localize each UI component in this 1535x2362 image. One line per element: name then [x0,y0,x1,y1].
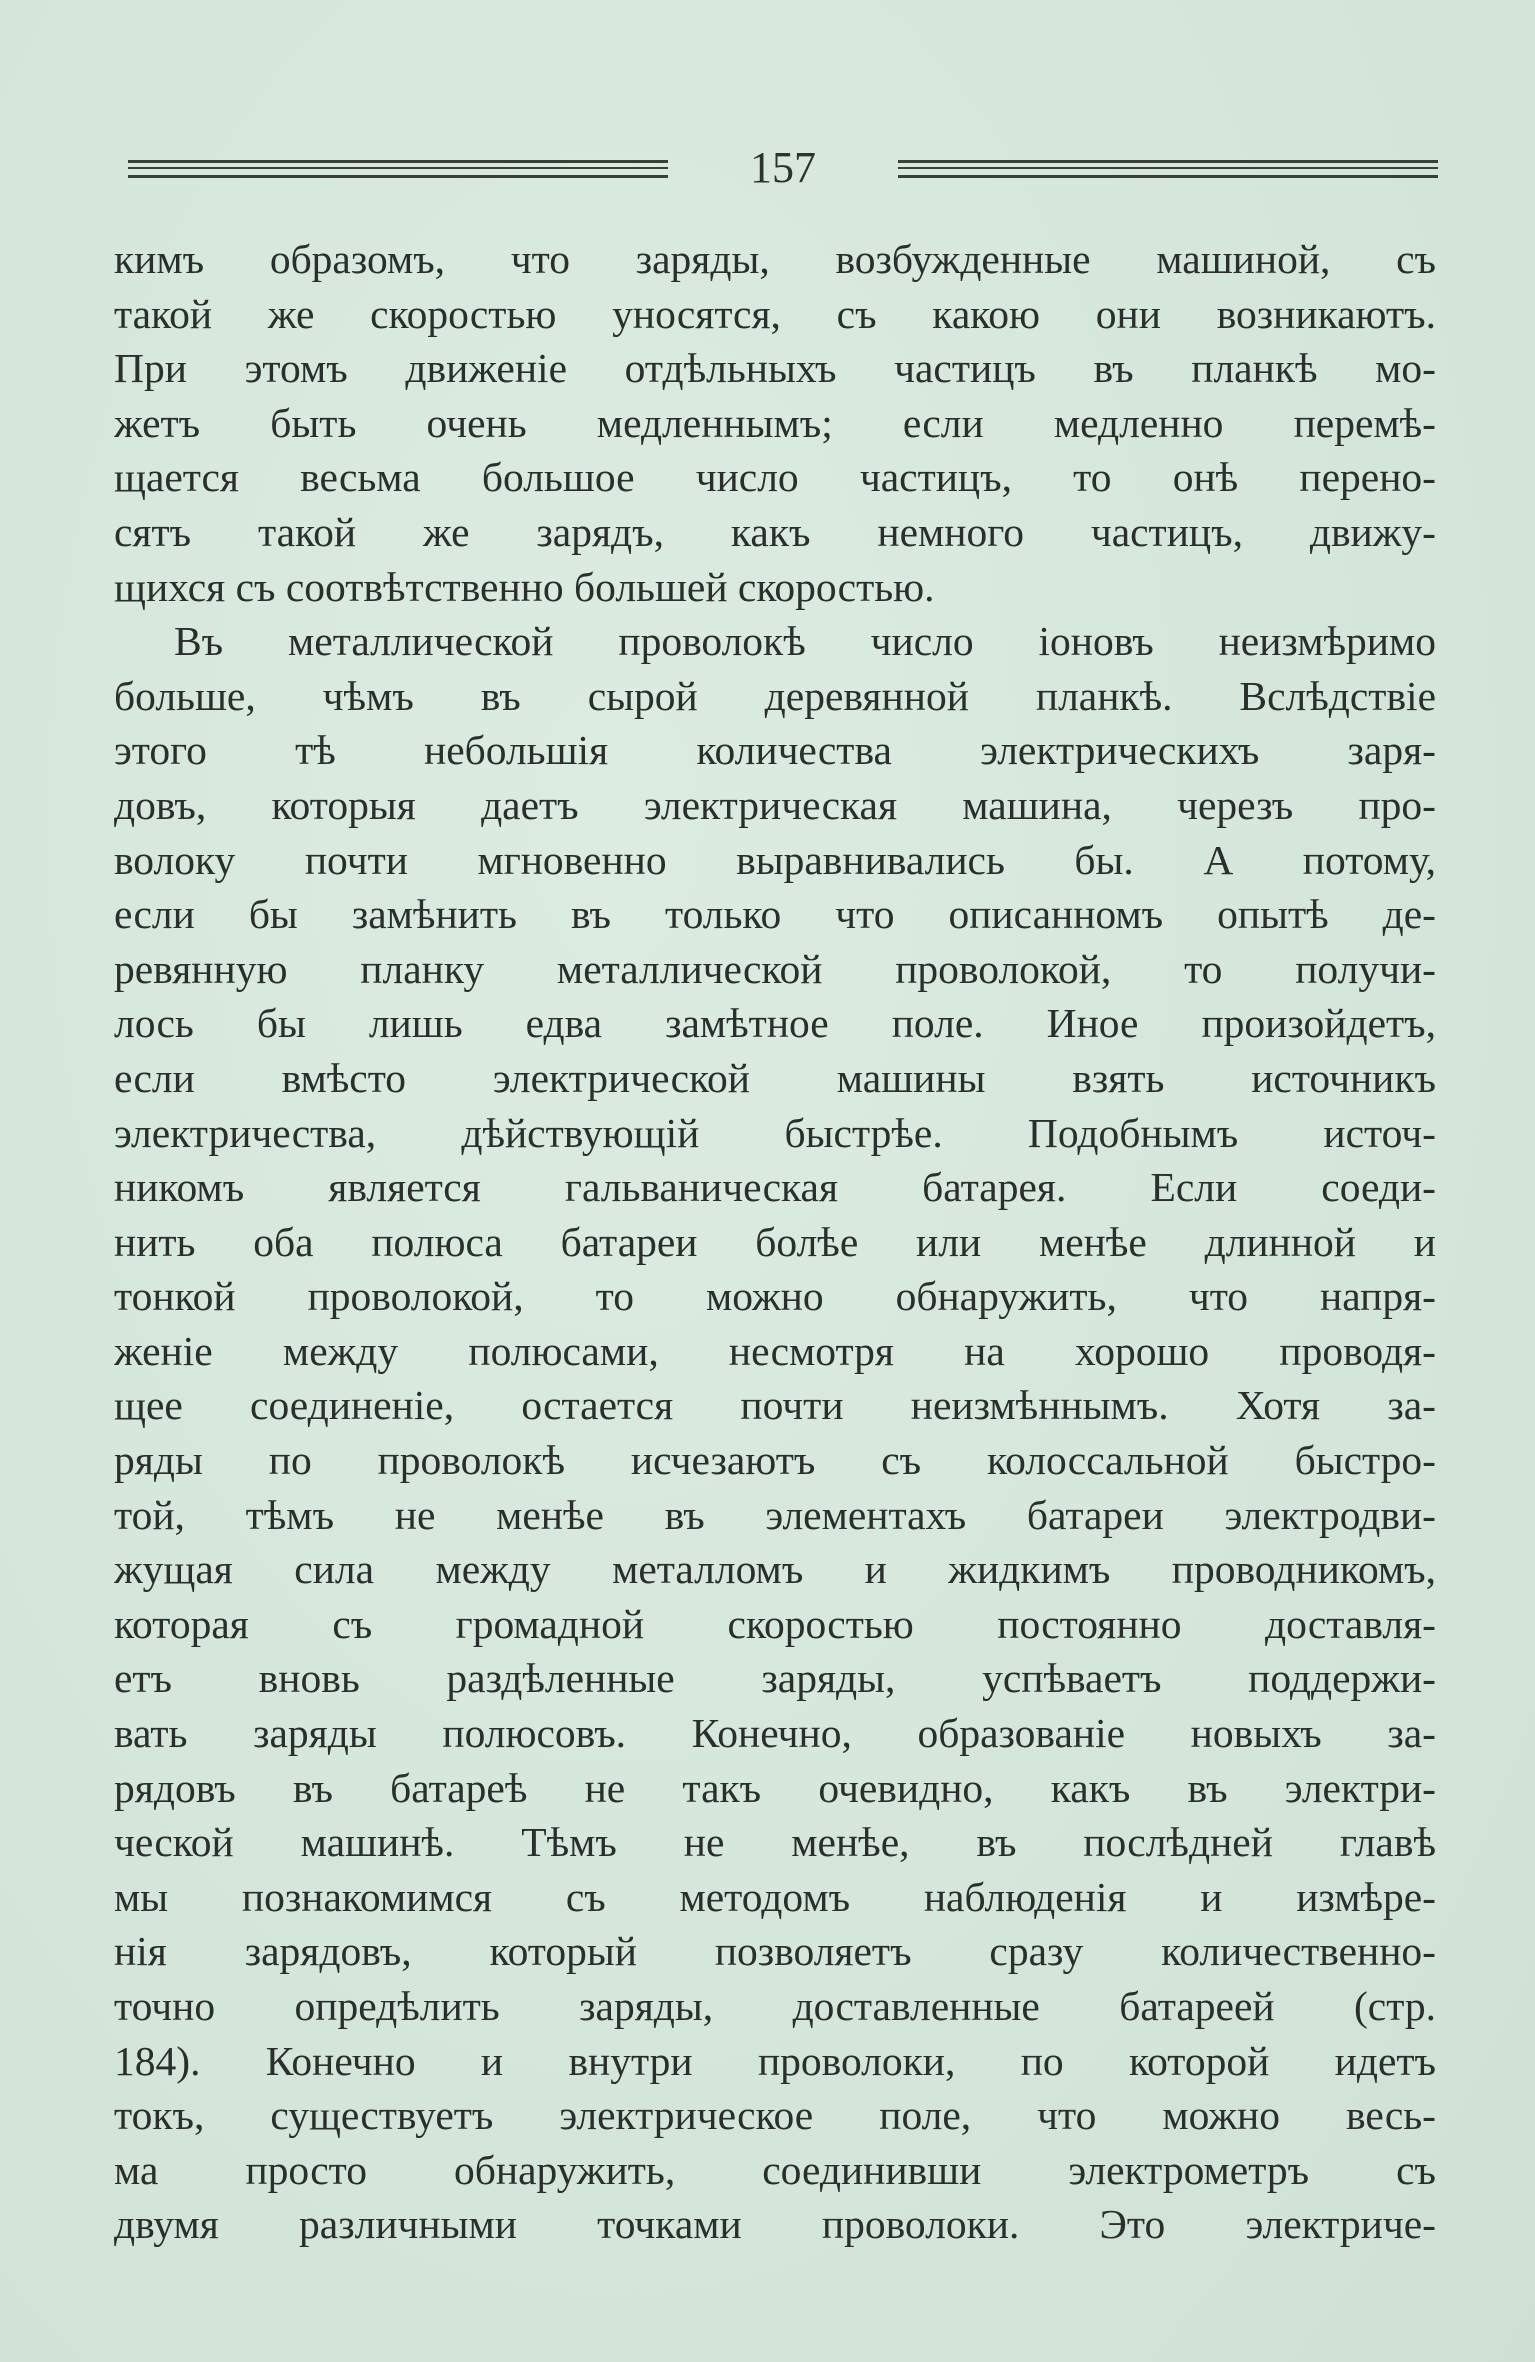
text-line: сятъ такой же зарядъ, какъ немного частицъ, движу- [114,508,1436,555]
text-line: нить оба полюса батареи болѣе или менѣе длинной и [114,1218,1436,1265]
text-line: женiе между полюсами, несмотря на хорошо проводя- [114,1327,1436,1374]
text-line: щихся съ соотвѣтственно большей скоростью. [114,563,935,610]
text-line: нiя зарядовъ, который позволяетъ сразу количественно- [114,1928,1436,1975]
text-line: токъ, существуетъ электрическое поле, что можно весь- [114,2092,1436,2139]
text-line: мы познакомимся съ методомъ наблюденiя и измѣре- [114,1873,1436,1920]
text-line: той, тѣмъ не менѣе въ элементахъ батареи электродви- [114,1491,1436,1538]
text-line: больше, чѣмъ въ сырой деревянной планкѣ. Вслѣдствiе [114,672,1436,719]
text-line: ма просто обнаружить, соединивши электрометръ съ [114,2146,1436,2193]
text-line: етъ вновь раздѣленные заряды, успѣваетъ поддержи- [114,1655,1436,1702]
header-rule-left [128,160,668,178]
text-line: довъ, которыя даетъ электрическая машина, черезъ про- [114,781,1436,828]
body-text [114,232,1436,2252]
text-line: ряды по проволокѣ исчезаютъ съ колоссальной быстро- [114,1437,1436,1484]
text-line: никомъ является гальваническая батарея. Если соеди- [114,1164,1436,1211]
text-line: Въ металлической проволокѣ число iоновъ неизмѣримо [174,618,1436,665]
text-line: щается весьма большое число частицъ, то онѣ перено- [114,454,1436,501]
text-line: двумя различными точками проволоки. Это электриче- [114,2201,1436,2248]
page-number: 157 [750,143,816,192]
text-line: ревянную планку металлической проволокой, то получи- [114,945,1436,992]
text-line: лось бы лишь едва замѣтное поле. Иное произойдетъ, [114,1000,1436,1047]
text-line: При этомъ движенiе отдѣльныхъ частицъ въ планкѣ мо- [114,345,1436,392]
text-line: вать заряды полюсовъ. Конечно, образованiе новыхъ за- [114,1710,1436,1757]
text-line: если бы замѣнить въ только что описанномъ опытѣ де- [114,891,1436,938]
text-line: щее соединенiе, остается почти неизмѣннымъ. Хотя за- [114,1382,1436,1429]
text-line: ческой машинѣ. Тѣмъ не менѣе, въ послѣдней главѣ [114,1819,1436,1866]
text-line: рядовъ въ батареѣ не такъ очевидно, какъ въ электри- [114,1764,1436,1811]
text-line: волоку почти мгновенно выравнивались бы. А потому, [114,836,1436,883]
text-line: кимъ образомъ, что заряды, возбужденные машиной, съ [114,236,1436,282]
text-line: жетъ быть очень медленнымъ; если медленно перемѣ- [114,399,1436,446]
text-line: такой же скоростью уносятся, съ какою они возникаютъ. [114,290,1436,337]
header-rule-right [898,160,1438,178]
page-header [128,138,1438,198]
text-line: жущая сила между металломъ и жидкимъ проводникомъ, [114,1546,1436,1593]
text-line: электричества, дѣйствующiй быстрѣе. Подобнымъ источ- [114,1109,1436,1156]
text-line: этого тѣ небольшiя количества электрическихъ заря- [114,727,1436,774]
text-line: если вмѣсто электрической машины взять источникъ [114,1054,1436,1101]
text-line: которая съ громадной скоростью постоянно доставля- [114,1600,1436,1647]
text-line: точно опредѣлить заряды, доставленные батареей (стр. [114,1983,1436,2029]
text-line: 184). Конечно и внутри проволоки, по которой идетъ [114,2037,1436,2084]
text-line: тонкой проволокой, то можно обнаружить, что напря- [114,1273,1436,1320]
